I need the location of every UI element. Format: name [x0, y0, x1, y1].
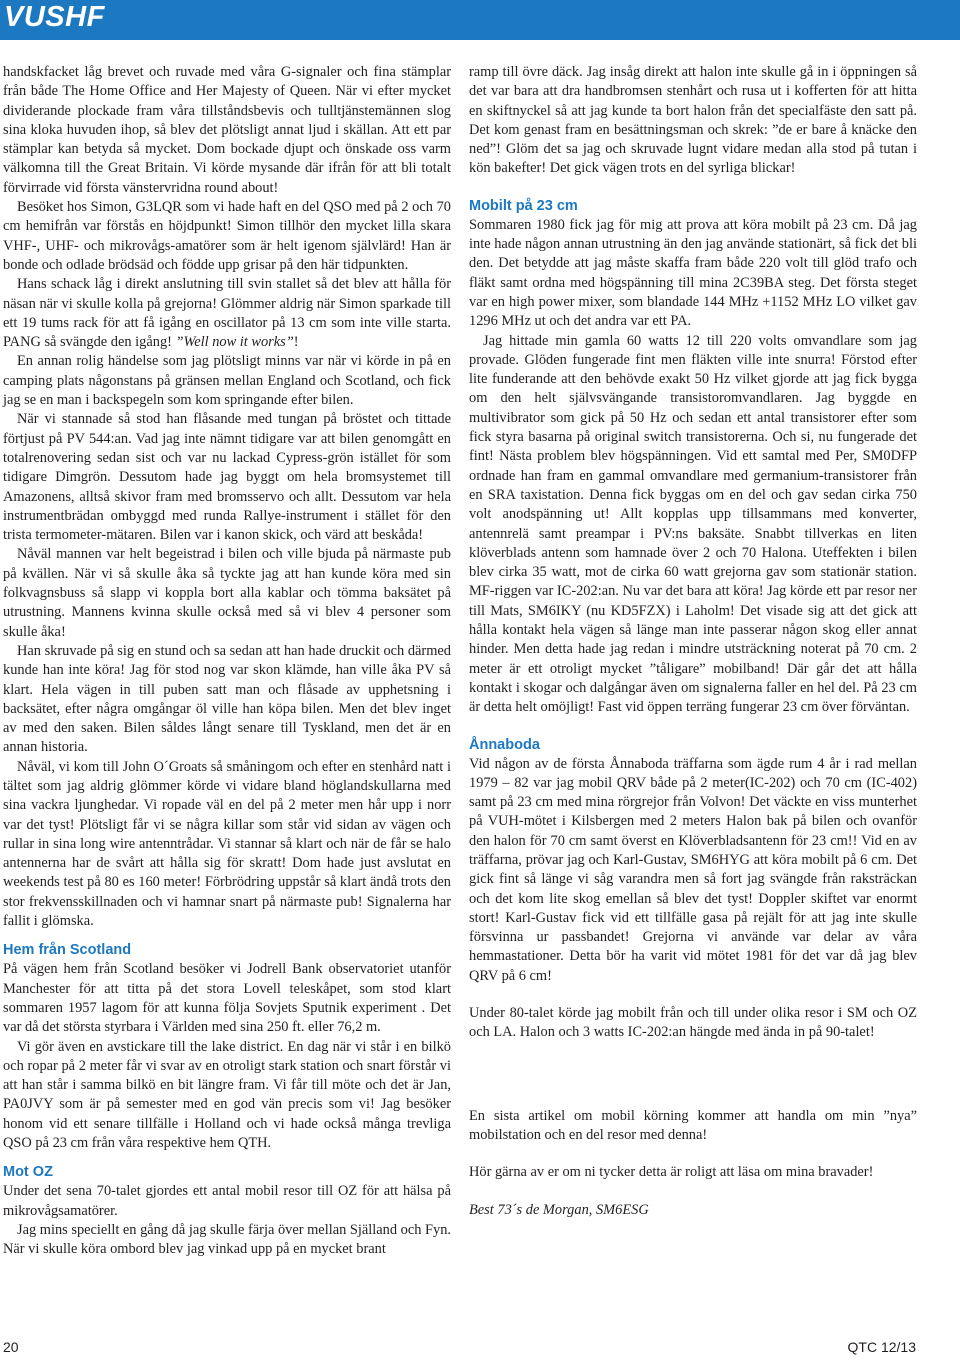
paragraph: Vi gör även en avstickare till the lake district. En dag när vi står i en bilkö och ropar på 2 meter får vi svar av en otroligt stark station och snart förstår vi att han står i samma bilkö en bit längre fram. Vi får till möte och det är Jan, PA0JVY som är på semester med en god vän precis som vi! Jag besöker honom vid ett senare tillfälle i Holland och vi hade också många trevliga QSO på 23 cm från våra respektive hem QTH. [3, 1038, 451, 1152]
paragraph [3, 275, 451, 352]
paragraph: Under det sena 70-talet gjordes ett antal mobil resor till OZ för att hälsa på mikrovågsamatörer. [3, 1183, 451, 1219]
paragraph: En sista artikel om mobil körning kommer att handla om min ”nya” mobilstation och en del resor med denna! [469, 1107, 917, 1143]
paragraph: Hör gärna av er om ni tycker detta är roligt att läsa om mina bravader! [469, 1164, 874, 1181]
right-column [469, 63, 917, 1220]
paragraph: En annan rolig händelse som jag plötsligt minns var när vi körde in på en camping plats någonstans på gränsen mellan England och Scotland, och fick jag se en man i backspegeln som kom springande efter bilen. [3, 353, 451, 409]
paragraph: Under 80-talet körde jag mobilt från och till under olika resor i SM och OZ och LA. Halon och 3 watts IC-202:an hängde med ända in på 90-talet! [469, 1005, 917, 1041]
paragraph: handskfacket låg brevet och ruvade med våra G-signaler och fina stämplar från både The Home Office and Her Majesty of Queen. När vi efter mycket dividerande plockade fram våra tillståndsbevis och tulltjänstemännen slog sina kloka huvuden ihop, så blev det plötsligt annat ljud i skällan. Att ett par stämplar kan betyda så mycket. Dom bockade djupt och önskade oss varm välkomna till the Great Britain. Vi körde mysande där ifrån för att bli totalt förvirrade vid första vänstervridna round about! [3, 64, 451, 196]
quote: ”Well now it works” [175, 334, 294, 351]
left-column [3, 63, 451, 1260]
paragraph: På vägen hem från Scotland besöker vi Jodrell Bank observatoriet utanför Manchester för att titta på det stora Lovell teleskåpet, som stod klart sommaren 1957 lagom för att kunna följa Sovjets Sputnik experiment . Det var då det största styrbara i Världen med sina 250 ft. eller 76,2 m. [3, 961, 451, 1036]
paragraph: Vid någon av de första Ånnaboda träffarna som ägde rum 4 år i rad mellan 1979 – 82 var jag mobil QRV både på 2 meter(IC-202) och 70 cm (IC-402) samt på 23 cm med mina rörgrejor från Volvon! Det väckte en viss munterhet på VUH-mötet i Kilsbergen med 2 meters Halon bak på bilen och ovanför den halon för 70 cm samt överst en Klöverbladsantenn för 23 cm!! Vid en av träffarna, prövar jag och Karl-Gustav, SM6HYG att köra mobilt på 6 cm. Det gick fint så länge vi såg varandra men så fort jag svängde från raksträckan och det kom lite skog emellan så blev det tyst! Doppler skiftet var enormt stort! Karl-Gustav fick vid ett tillfälle gasa på rejält för att jag inte skulle försvinna ur passbandet! Grejorna vi använde var delar av våra hemmastationer. Detta bör ha varit vid mötet 1981 för det var då jag blev QRV på 6 cm! [469, 755, 917, 984]
text: Hans schack låg i direkt anslutning till svin stallet så det blev att hålla för näsan när vi skulle kolla på grejorna! Glömmer aldrig när Simon sparkade till ett 19 tums rack för att få igång en oscillator på 13 cm som inte ville starta. PANG så svängde den igång! [3, 276, 451, 351]
paragraph: Sommaren 1980 fick jag för mig att prova att köra mobilt på 23 cm. Då jag inte hade någon annan utrustning än den jag använde stationärt, så fick det bli den. Det betydde att jag måste skaffa fram både 220 volt till glöd trafo och fläkt samt ordna med högspänning till mina 2C39BA steg. Det första steget var en high power mixer, som blandade 144 MHz +1152 MHz LO vilket gav 1296 MHz ut och det andra var ett PA. [469, 216, 917, 330]
page-number: 20 [3, 1339, 19, 1355]
section-heading: Hem från Scotland [3, 942, 132, 959]
paragraph: När vi stannade så stod han flåsande med tungan på bröstet och tittade förtjust på PV 544:an. Vad jag inte nämnt tidigare var att bilen genomgått en totalrenovering sedan sist och var nu lackad Cypress-grön istället för som tidigare Dimgrön. Dessutom hade jag byggt om hela bromsystemet till Amazonens, alltså skivor fram med bromsservo och allt. Dessutom var hela instrumentbrädan ombyggd med runda Rallye-instrument i stället för den trista termometer-mätaren. Bilen var i kanon skick, och värd att beskåda! [3, 411, 451, 544]
text: ! [293, 334, 299, 351]
section-heading: Ånnaboda [469, 736, 540, 753]
header-bar [0, 0, 960, 40]
issue-label: QTC 12/13 [847, 1339, 916, 1355]
section-heading: Mot OZ [3, 1164, 53, 1181]
paragraph: Jag hittade min gamla 60 watts 12 till 220 volts omvandlare som jag provade. Glöden fungerade fint men fläkten ville inte snurra! Förstod efter lite funderande att den behövde exakt 50 Hz vilket gjorde att jag fick bygga om den helt självsvängande transistoromvandlaren. Jag byggde en multivibrator som gick på 50 Hz och sedan ett antal transistorer efter som fick styra basarna på original switch transistorerna. Och si, nu fungerade det fint! Nästa problem blev högspänningen. Vid ett samtal med Per, SM0DFP ordnade han fram en gammal omvandlare med germanium-transistorer från en SRA taxistation. Denna fick byggas om en del och gav sedan cirka 750 volt anodspänning ut! Allt kopplas upp tillsammans med konverter, antennrelä samt preampar i PV:ns baksäte. Snabbt tillverkas en liten klöverblads antenn som hamnade över 2 och 70 Halona. Uteffekten i bilen blev cirka 35 watt, mot de cirka 60 watt grejorna gav som stationär station. MF-riggen var IC-202:an. Nu var det bara att köra! Jag körde ett par resor ner till Mats, SM6IKY (nu KD5FZX) i Laholm! Det visade sig att det gick att hålla kontakt hela vägen så länge man inte passerar någon skog eller annat hinder. Men detta hade jag redan i mindre utsträckning noterat på 70 cm. 2 meter är ett otroligt mycket ”tåligare” mobilband! Där går det att hålla kontakt i skogar och dalgångar även om signalerna faller en hel del. På 23 cm är detta helt omöjligt! Fast vid öppen terräng fungerar 23 cm över förväntan. [469, 332, 917, 716]
signoff [469, 1201, 917, 1220]
paragraph: Jag mins speciellt en gång då jag skulle färja över mellan Själland och Fyn. När vi skulle köra ombord blev jag vinkad upp på en mycket brant [3, 1221, 452, 1258]
paragraph: Nåväl, vi kom till John O´Groats så småningom och efter en stenhård natt i tältet som jag aldrig glömmer körde vi vidare bland höglandskullarna med sina vackra ljunghedar. Vi ropade väl en del på 2 meter men hår upp i norr var det tyst! Plötsligt får vi se några killar som står vid sidan av vägen och rullar in sina long wire antenntrådar. Vi stannar så klart och när de får se halo antennerna har de svårt att hålla sig för skratt! Dom hade just avslutat en weekends test på 80 es 160 meter! Förbrödring uppstår så klart ändå trots den stor frekvensskillnaden och vi hamnar snart på närmaste pub! Signalerna har fallit i glömska. [3, 758, 451, 930]
paragraph: Besöket hos Simon, G3LQR som vi hade haft en del QSO med på 2 och 70 cm hemifrån var förstås en höjdpunkt! Simon tillhör den mycket lilla skara VHF-, UHF- och mikrovågs-amatörer som är helt igenom självlärd! Han är bonde och odlade brödsäd och födde upp grisar på den här tidpunkten. [3, 199, 451, 273]
magazine-logo: VUSHF [4, 1, 105, 33]
paragraph: Han skruvade på sig en stund och sa sedan att han hade druckit och därmed kunde han inte köra! Jag för stod nog var skon klämde, han ville åka PV så klart. Hela vägen in till puben satt man och flåsade av upphetsning i backsätet, efter några omgångar öl ville han köpa bilen. Men det blev inget av med den saken. Bilen såldes långt senare till Tyskland, men det är en annan historia. [3, 642, 451, 756]
author-signature: Best 73´s de Morgan, SM6ESG [469, 1201, 649, 1218]
paragraph: Nåväl mannen var helt begeistrad i bilen och ville bjuda på närmaste pub på kvällen. När vi så skulle åka så tyckte jag att han kunde köra med sin folkvagnsbuss så slapp vi koppla bort alla kablar och tömma baksätet på utrustning. Mannens kvinna skulle också med så vi blev 4 personer som skulle åka! [3, 546, 451, 640]
paragraph: ramp till övre däck. Jag insåg direkt att halon inte skulle gå in i öppningen så det var bara att dra handbromsen stenhårt och rusa ut i kofferten för att hitta en skiftnyckel så att jag kunde ta bort halon från det specialfäste den satt på. Det kom genast fram en besättningsman och skrek: ”de er bare å knäcke den ned”! Glöm det sa jag och skruvade lugnt vidare medan alla stod på tutan i kön bakefter! Det gick vägen trots en del syrliga blickar! [469, 64, 917, 177]
section-heading: Mobilt på 23 cm [469, 197, 578, 214]
